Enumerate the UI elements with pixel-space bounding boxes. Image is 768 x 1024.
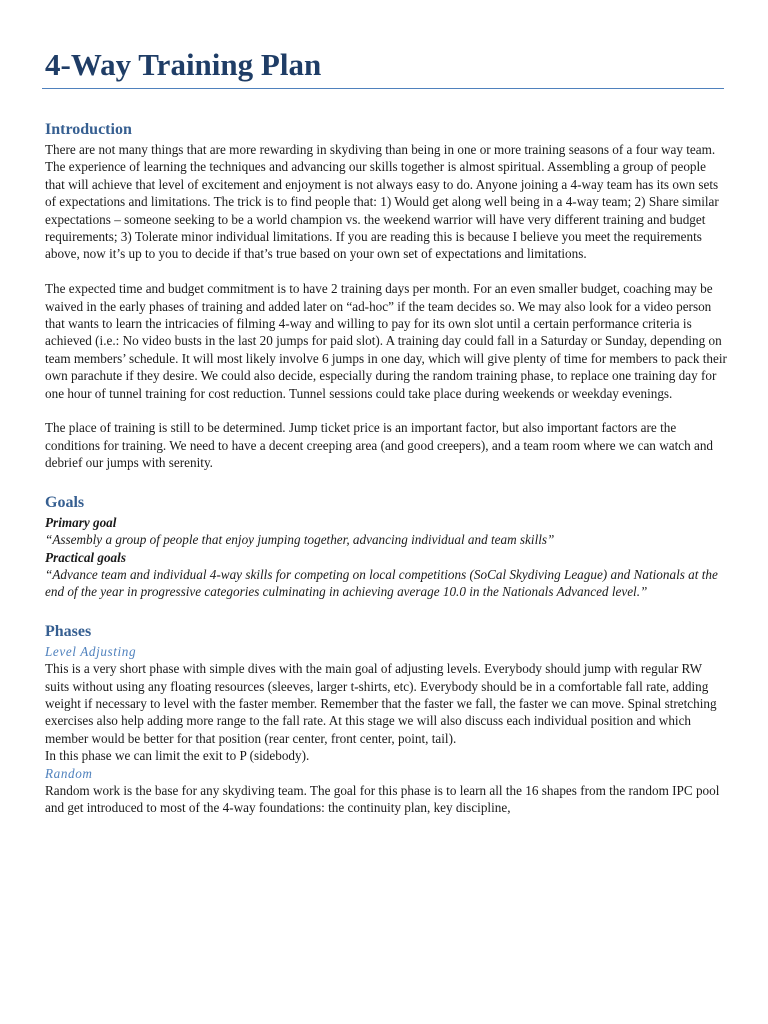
level-adjusting-heading: Level Adjusting [45, 643, 137, 659]
practical-goals-label: Practical goals [45, 549, 126, 565]
introduction-heading: Introduction [45, 121, 132, 138]
introduction-paragraph-3: The place of training is still to be determined. Jump ticket price is an important factor, but also important factors are the conditions for training. We need to have a decent creeping area (and good creepers), and a team room where we can watch and debrief our jumps with serenity. [45, 420, 714, 471]
practical-goals-text: “Advance team and individual 4-way skills for competing on local competitions (SoCal Skydiving League) and Nationals at the end of the year in progressive categories culminating in achieving average 10.0 in the Nationals Advanced level.” [45, 566, 718, 600]
paragraph-spacer [45, 402, 727, 419]
document-title: 4-Way Training Plan [45, 47, 322, 82]
phases-heading: Phases [45, 622, 92, 640]
level-adjusting-paragraph-1: This is a very short phase with simple dives with the main goal of adjusting levels. Everybody should jump with regular RW suits without using any floating resources (sleeves, larger t-shirts, etc). Everybody should be in a comfortable fall rate, adding weight if necessary to level with the faster member. Remember that the faster we fall, the faster we can move. Spinal stretching exercises also help adding more range to the fall rate. At this stage we will also discuss each individual position and which member would be better for that position (rear center, front center, point, tail). [45, 661, 717, 746]
introduction-paragraph-2: The expected time and budget commitment is to have 2 training days per month. For an even smaller budget, coaching may be waived in the early phases of training and added later on “ad-hoc” if the team decides so. We may also look for a video person that wants to learn the intricacies of filming 4-way and willing to pay for its own slot until a certain performance criteria is achieved (i.e.: No video busts in the last 20 jumps for paid slot). A training day could fall in a Saturday or Sunday, depending on team members’ schedule. It will most likely involve 6 jumps in one day, which will give plenty of time for members to pack their own parachute if they desire. We could also decide, especially during the random training phase, to replace one training day for one hour of tunnel training for cost reduction. Tunnel sessions could take place during weekends or weekday evenings. [45, 281, 727, 401]
paragraph-spacer [45, 263, 727, 280]
level-adjusting-paragraph-2: In this phase we can limit the exit to P (sidebody). [45, 748, 310, 764]
primary-goal-text: “Assembly a group of people that enjoy jumping together, advancing individual and team skills” [45, 532, 555, 548]
goals-heading: Goals [45, 493, 85, 511]
random-paragraph-1: Random work is the base for any skydiving team. The goal for this phase is to learn all the 16 shapes from the random IPC pool and get introduced to most of the 4-way foundations: the continuity plan, key discipline, [45, 782, 720, 816]
primary-goal-label: Primary goal [45, 514, 117, 530]
phases-section [45, 621, 727, 817]
section-spacer [45, 601, 727, 621]
section-spacer [45, 472, 727, 492]
introduction-paragraph-1: There are not many things that are more rewarding in skydiving than being in one or more training seasons of a four way team. The experience of learning the techniques and advancing our skills together is almost spiritual. Assembling a group of people that will achieve that level of excitement and enjoyment is not always easy to do. Anyone joining a 4-way team has its own sets of expectations and limitations. The trick is to find people that: 1) Would get along well being in a 4-way team; 2) Share similar expectations – someone seeking to be a world champion vs. the weekend warrior will have very different training and budget requirements; 3) Tolerate minor individual limitations. If you are reading this is because I believe you meet the requirements above, now it’s up to you to decide if that’s true based on your own set of expectations and limitations. [45, 142, 719, 262]
document-body [45, 119, 727, 817]
introduction-section [45, 119, 727, 472]
goals-section [45, 492, 727, 601]
random-heading: Random [45, 765, 93, 781]
title-underline [42, 88, 724, 89]
